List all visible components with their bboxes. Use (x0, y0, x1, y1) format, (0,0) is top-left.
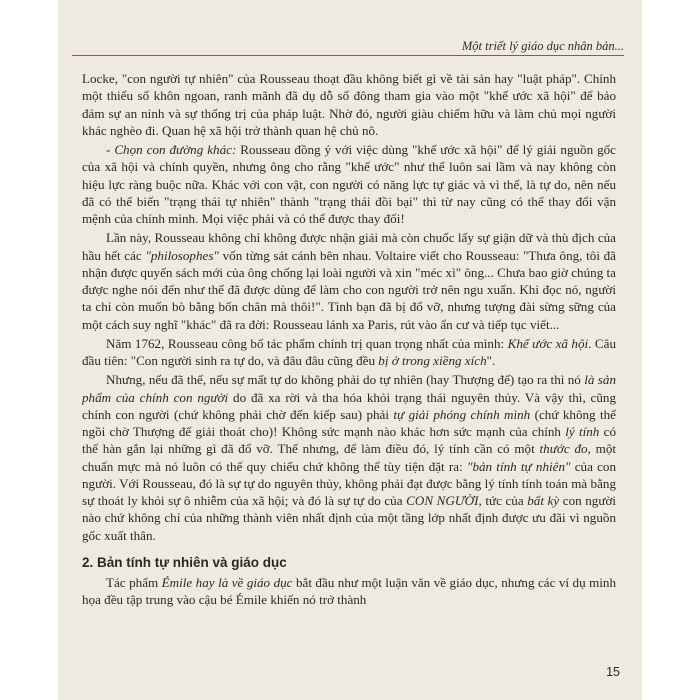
paragraph-5 (82, 371, 616, 544)
italic-quote: bị ở trong xiềng xích (378, 353, 487, 368)
running-header: Một triết lý giáo dục nhân bản... (461, 39, 624, 53)
paragraph-2 (82, 141, 616, 227)
paragraph-text: ". (486, 353, 496, 368)
italic-phrase: lý tính (565, 424, 600, 439)
section-heading: 2. Bản tính tự nhiên và giáo dục (82, 554, 287, 570)
paragraph-text: , một chuẩn mực mà nó luôn có thể quy chiếu chứ không thể tùy tiện đặt ra: (82, 441, 617, 474)
paragraph-text: Rousseau đồng ý với việc dùng "khế ước xã hội" để lý giải nguồn gốc của xã hội và chính quyền, nhưng ông cho rằng "khế ước" như thế luôn sai lầm và nay không còn hiệu lực ràng buộc nữa. Khác với con vật, con người có năng lực tự giác và vì thế, là tự do, nên nếu đã có thể biến "trạng thái tự nhiên" thành "trạng thái đồi bại" thì từ nay cũng có thể thay đổi vận mệnh của chính mình. Mọi việc phải và có thể được thay đổi! (82, 142, 616, 226)
italic-phrase: thước đo (539, 441, 588, 457)
paragraph-text: do đã xa rời và tha hóa khỏi trạng thái nguyên thủy. Và vậy thì, cũng chính con người (chứ không phải chờ đến kiếp sau) phải (82, 389, 617, 422)
paragraph-text: Lần này, Rousseau không chỉ không được nhận giải mà còn chuốc lấy sự giận dữ và thù địch của hầu hết các (82, 230, 616, 263)
italic-phrase: CON NGƯỜI (406, 493, 479, 508)
book-title: Khế ước xã hội (507, 335, 589, 351)
paragraph-text: con người nào chứ không chỉ của những thành viên nhất định của một tầng lớp nhất định được ưu đãi vì nguồn gốc xuất thân. (82, 493, 617, 543)
paragraph-text: . Câu đầu tiên: "Con người sinh ra tự do, và đâu đâu cũng đều (82, 335, 616, 368)
paragraph-text: , tức của (478, 493, 528, 508)
paragraph-text: vốn từng sát cánh bên nhau. Voltaire viết cho Rousseau: "Thưa ông, tôi đã nhận được quyển sách mới của ông chống lại loài người và xin "méc xì" ông... Chưa bao giờ chúng ta được nghe nói đến như thế đã được dùng để làm cho con người trở nên ngu xuẩn. Khi đọc nó, người ta chỉ còn muốn bò bằng bốn chân mà thôi!". Tình bạn đã bị đổ vỡ, nhưng tượng đài sừng sững của một cách suy nghĩ "khác" đã ra đời: Rousseau lánh xa Paris, rút vào ẩn cư và tiếp tục viết... (82, 247, 616, 332)
paragraph-4 (82, 335, 616, 370)
paragraph-3 (82, 229, 616, 333)
paragraph-text: bắt đầu như một luận văn về giáo dục, nhưng các ví dụ minh họa đều tập trung vào cậu bé Émile khiến nó trở thành (82, 575, 617, 608)
paragraph-6 (82, 574, 616, 609)
paragraph-text: có thể hàn gắn lại những gì đã đổ vỡ. Thế nhưng, để làm điều đó, lý tính cần có một (82, 424, 616, 457)
paragraph-label: - Chọn con đường khác: (106, 142, 237, 157)
paragraph-text: (chứ không thể ngồi chờ Thượng đế giải thoát cho)! Không sức mạnh nào khác hơn sức mạnh của chính (82, 406, 616, 439)
page-body (82, 70, 616, 611)
italic-phrase: tự giải phóng chính mình (393, 406, 531, 422)
paragraph-text: Năm 1762, Rousseau công bố tác phẩm chính trị quan trọng nhất của mình: (106, 335, 508, 351)
italic-phrase: là sản phẩm của chính con người (82, 372, 616, 405)
paragraph-1 (82, 70, 616, 139)
italic-phrase: "bản tính tự nhiên" (466, 458, 571, 474)
paragraph-text: Tác phẩm (106, 575, 162, 590)
italic-phrase: bất kỳ (527, 493, 560, 508)
book-title: Émile hay là về giáo dục (161, 575, 293, 590)
page-number: 15 (606, 665, 620, 679)
paragraph-text: Nhưng, nếu đã thế, nếu sự mất tự do không phải do tự nhiên (hay Thượng đế) tạo ra thì nó (106, 372, 585, 388)
italic-term: "philosophes" (145, 247, 219, 263)
header-rule (72, 55, 624, 56)
paragraph-text: của con người. Với Rousseau, đó là sự tự do nguyên thủy, không phải đạt được bằng lý tính tính toán mà bằng sự thoát ly khỏi sự ô nhiễm của xã hội; và đó là sự tự do của (82, 458, 617, 508)
book-page (58, 0, 642, 700)
paragraph-text: Locke, "con người tự nhiên" của Rousseau thoạt đầu không biết gì về tài sản hay "luật pháp". Chính một thiểu số khôn ngoan, ranh mãnh đã dụ dỗ số đông tham gia vào một "khế ước xã hội" để bảo đảm sự an ninh và sự thống trị của pháp luật. Nhờ đó, người giàu chiếm hữu và làm chủ mọi người khác nghèo đi. Quan hệ xã hội trở thành quan hệ chủ nô. (82, 71, 616, 138)
